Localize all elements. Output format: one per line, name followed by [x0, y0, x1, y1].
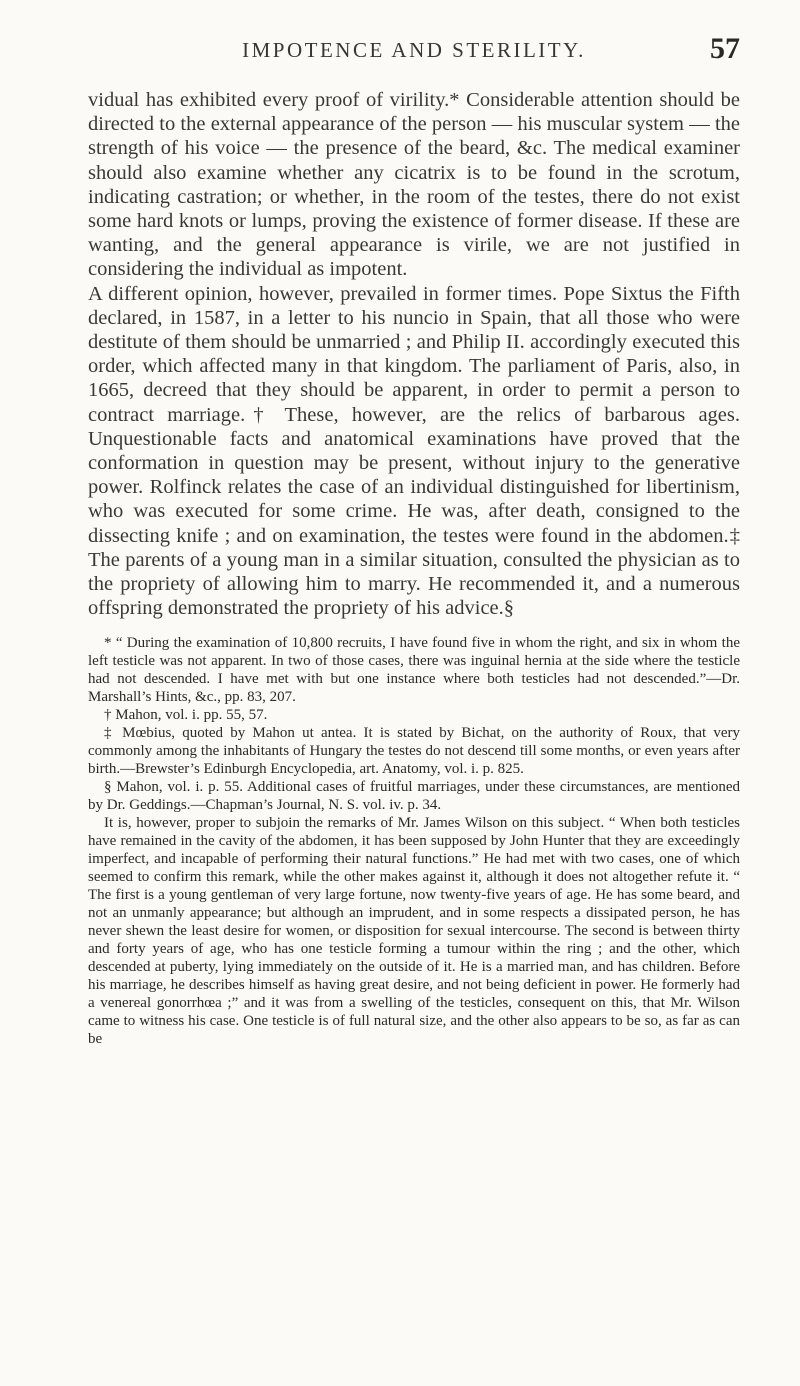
paragraph: A different opinion, however, prevailed in former times. Pope Sixtus the Fifth declared, in 1587, in a letter to his nuncio in Spain, that all those who were destitute of them should be unmarried ; and Philip II. accordingly executed this order, which affected many in that kingdom. The parliament of Paris, also, in 1665, decreed that they should be apparent, in order to permit a person to contract marriage.† These, however, are the relics of barbarous ages. Unquestionable facts and anatomical examinations have proved that the conformation in question may be present, without injury to the generative power. Rolfinck relates the case of an individual distinguished for libertinism, who was executed for some crime. He was, after death, consigned to the dissecting knife ; and on examination, the testes were found in the abdomen.‡ The parents of a young man in a similar situation, consulted the physician as to the propriety of allowing him to marry. He recommended it, and a numerous offspring demonstrated the propriety of his advice.§	[88, 282, 740, 620]
paragraph: vidual has exhibited every proof of virility.* Considerable attention should be directed to the external appearance of the person — his muscular system — the strength of his voice — the presence of the beard, &c. The medical examiner should also examine whether any cicatrix is to be found in the scrotum, indicating castration; or whether, in the room of the testes, there do not exist some hard knots or lumps, proving the existence of former disease. If these are wanting, and the general appearance is virile, we are not justified in considering the individual as impotent.	[88, 89, 740, 281]
footnotes	[88, 634, 740, 1048]
main-text	[88, 88, 740, 620]
footnote: * “ During the examination of 10,800 recruits, I have found five in whom the right, and six in whom the left testicle was not apparent. In two of those cases, there was inguinal hernia at the side where the testicle had not descended. I have met with but one instance where both testicles had not descended.”—Dr. Marshall’s Hints, &c., pp. 83, 207.	[88, 635, 740, 706]
footnote: ‡ Mœbius, quoted by Mahon ut antea. It is stated by Bichat, on the authority of Roux, that very commonly among the inhabitants of Hungary the testes do not descend till some months, or even years after birth.—Brewster’s Edinburgh Encyclopedia, art. Anatomy, vol. i. p. 825.	[88, 725, 740, 778]
page-number: 57	[710, 32, 740, 65]
running-head: IMPOTENCE AND STERILITY.	[242, 38, 586, 62]
footnote: † Mahon, vol. i. pp. 55, 57.	[104, 707, 268, 724]
page-header	[88, 32, 740, 76]
footnote-continuation: It is, however, proper to subjoin the remarks of Mr. James Wilson on this subject. “ When both testicles have remained in the cavity of the abdomen, it has been supposed by John Hunter that they are exceedingly imperfect, and incapable of performing their natural functions.” He had met with two cases, one of which seemed to confirm this remark, while the other makes against it, although it does not altogether refute it. “ The first is a young gentleman of very large fortune, now twenty-five years of age. He has some beard, and not an unmanly appearance; but although an imprudent, and in some respects a dissipated person, he has never shewn the least desire for women, or disposition for sexual intercourse. The second is between thirty and forty years of age, who has one testicle forming a tumour within the ring ; and the other, which descended at puberty, lying immediately on the outside of it. He is a married man, and has children. Before his marriage, he describes himself as having great desire, and not being deficient in power. He formerly had a venereal gonorrhœa ;” and it was from a swelling of the testicles, consequent on this, that Mr. Wilson came to witness his case. One testicle is of full natural size, and the other also appears to be so, as far as can be	[88, 815, 740, 1048]
footnote: § Mahon, vol. i. p. 55. Additional cases of fruitful marriages, under these circumstances, are mentioned by Dr. Geddings.—Chapman’s Journal, N. S. vol. iv. p. 34.	[88, 779, 740, 814]
